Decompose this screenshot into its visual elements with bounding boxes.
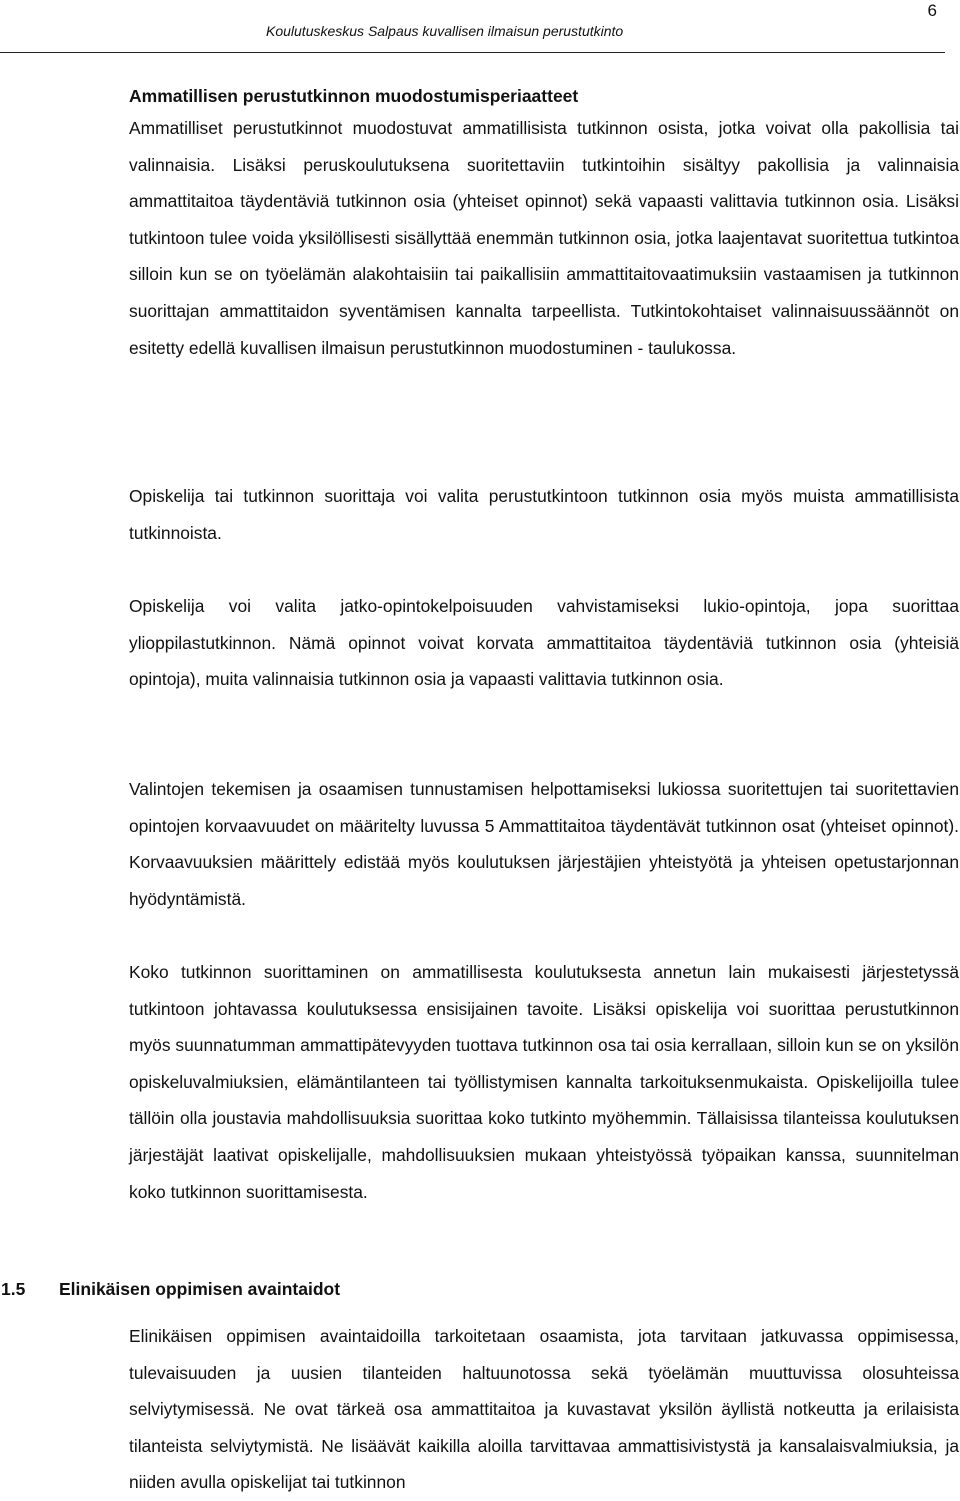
paragraph-lukio-opinnot	[129, 588, 959, 698]
running-header: Koulutuskeskus Salpaus kuvallisen ilmaisun perustutkinto	[266, 23, 624, 39]
paragraph-text: Valintojen tekemisen ja osaamisen tunnustamisen helpottamiseksi lukiossa suoritettujen tai suoritettavien opintojen korvaavuudet on määritelty luvussa 5 Ammattitaitoa täydentävät tutkinnon osat (yhteiset opinnot). Korvaavuuksien määrittely edistää myös koulutuksen järjestäjien yhteistyötä ja yhteisen opetustarjonnan hyödyntämistä.	[129, 779, 959, 909]
paragraph-koko-tutkinto	[129, 954, 959, 1210]
paragraph-text: Opiskelija voi valita jatko-opintokelpoisuuden vahvistamiseksi lukio-opintoja, jopa suorittaa ylioppilastutkinnon. Nämä opinnot voivat korvata ammattitaitoa täydentäviä tutkinnon osia (yhteisiä opintoja), muita valinnaisia tutkinnon osia ja vapaasti valittavia tutkinnon osia.	[129, 596, 959, 690]
paragraph-text: Koko tutkinnon suorittaminen on ammatillisesta koulutuksesta annetun lain mukaisesti järjestetyssä tutkintoon johtavassa koulutuksessa ensisijainen tavoite. Lisäksi opiskelija voi suorittaa perustutkinnon myös suunnatumman ammattipätevyyden tuottava tutkinnon osa tai osia kerrallaan, silloin kun se on yksilön opiskeluvalmiuksien, elämäntilanteen tai työllistymisen kannalta tarkoituksenmukaista. Opiskelijoilla tulee tällöin olla joustavia mahdollisuuksia suorittaa koko tutkinto myöhemmin. Tällaisissa tilanteissa koulutuksen järjestäjät laativat opiskelijalle, mahdollisuuksien mukaan yhteistyössä työpaikan kanssa, suunnitelman koko tutkinnon suorittamisesta.	[129, 962, 959, 1202]
paragraph-korvaavuudet	[129, 771, 959, 917]
paragraph-muut-tutkinnot	[129, 478, 959, 551]
section-title: Elinikäisen oppimisen avaintaidot	[59, 1279, 341, 1299]
section-number: 1.5	[1, 1279, 26, 1299]
paragraph-text: Opiskelija tai tutkinnon suorittaja voi valita perustutkintoon tutkinnon osia myös muista ammatillisista tutkinnoista.	[129, 486, 959, 543]
paragraph-text: Elinikäisen oppimisen avaintaidoilla tarkoitetaan osaamista, jota tarvitaan jatkuvassa oppimisessa, tulevaisuuden ja uusien tilanteiden haltuunotossa sekä työelämän muuttuvissa olosuhteissa selviytymisessä. Ne ovat tärkeä osa ammattitaitoa ja kuvastavat yksilön äyllistä notkeutta ja erilaisista tilanteista selviytymistä. Ne lisäävät kaikilla aloilla tarvittavaa ammattisivistystä ja kansalaisvalmiuksia, ja niiden avulla opiskelijat tai tutkinnon	[129, 1326, 959, 1493]
page-number: 6	[927, 1, 937, 20]
section-heading-muodostumisperiaatteet: Ammatillisen perustutkinnon muodostumisperiaatteet	[129, 86, 579, 106]
block-muodostumisperiaatteet	[129, 84, 959, 366]
section-heading-avaintaidot	[1, 1277, 340, 1301]
header-divider	[0, 52, 945, 53]
paragraph-muodostumisperiaatteet: Ammatilliset perustutkinnot muodostuvat ammatillisista tutkinnon osista, jotka voivat olla pakollisia tai valinnaisia. Lisäksi peruskoulutuksena suoritettaviin tutkintoihin sisältyy pakollisia ja valinnaisia ammattitaitoa täydentäviä tutkinnon osia (yhteiset opinnot) sekä vapaasti valittavia tutkinnon osia. Lisäksi tutkintoon tulee voida yksilöllisesti sisällyttää enemmän tutkinnon osia, jotka laajentavat suoritettua tutkintoa silloin kun se on työelämän alakohtaisiin tai paikallisiin ammattitaitovaatimuksiin vastaamisen ja tutkinnon suorittajan ammattitaidon syventämisen kannalta tarpeellista. Tutkintokohtaiset valinnaisuussäännöt on esitetty edellä kuvallisen ilmaisun perustutkinnon muodostuminen - taulukossa.	[129, 118, 959, 358]
paragraph-avaintaidot	[129, 1318, 959, 1501]
